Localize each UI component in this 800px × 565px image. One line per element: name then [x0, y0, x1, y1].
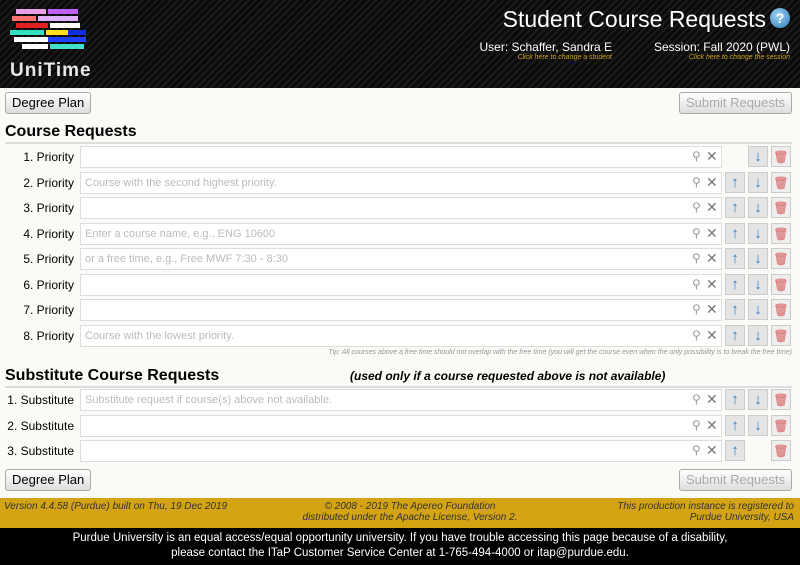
- delete-icon[interactable]: 🗑: [771, 440, 791, 461]
- delete-icon[interactable]: 🗑: [771, 172, 791, 193]
- move-down-button[interactable]: ↓: [748, 146, 768, 167]
- session-name: Session: Fall 2020 (PWL): [653, 40, 790, 54]
- move-up-button[interactable]: ↑: [725, 197, 745, 218]
- request-row: [0, 299, 800, 321]
- move-up-button[interactable]: ↑: [725, 248, 745, 269]
- request-row: [0, 274, 800, 296]
- request-row: [0, 325, 800, 347]
- delete-icon[interactable]: 🗑: [771, 223, 791, 244]
- move-down-button[interactable]: ↓: [748, 223, 768, 244]
- row-label: 2. Substitute: [7, 418, 74, 433]
- header: [0, 0, 800, 88]
- move-down-button[interactable]: ↓: [748, 415, 768, 436]
- submit-requests-button[interactable]: Submit Requests: [679, 92, 792, 114]
- user-name: User: Schaffer, Sandra E: [479, 40, 612, 54]
- delete-icon[interactable]: 🗑: [771, 197, 791, 218]
- clear-icon[interactable]: ✕: [706, 250, 718, 266]
- delete-icon[interactable]: 🗑: [771, 248, 791, 269]
- move-down-button[interactable]: ↓: [748, 248, 768, 269]
- license: distributed under the Apache License, Version 2.: [302, 512, 518, 523]
- course-requests-heading: Course Requests: [5, 123, 137, 140]
- course-input[interactable]: [80, 440, 722, 462]
- divider: [5, 386, 792, 388]
- search-icon[interactable]: ⚲: [692, 392, 701, 406]
- session-selector[interactable]: [654, 40, 790, 61]
- request-row: [0, 172, 800, 194]
- submit-requests-button-bottom[interactable]: Submit Requests: [679, 469, 792, 491]
- course-input[interactable]: [80, 197, 722, 219]
- tip-text: Tip: All courses above a free time should not overlap with the free time (you will get the course even when the only possibility is to break the free time): [328, 349, 792, 356]
- course-input[interactable]: [80, 299, 722, 321]
- course-input[interactable]: [80, 146, 722, 168]
- accessibility-footer: [0, 528, 800, 565]
- request-row: [0, 440, 800, 462]
- move-up-button[interactable]: ↑: [725, 274, 745, 295]
- delete-icon[interactable]: 🗑: [771, 389, 791, 410]
- request-row: [0, 415, 800, 437]
- request-row: [0, 389, 800, 411]
- move-up-button[interactable]: ↑: [725, 223, 745, 244]
- logo-text: UniTime: [10, 60, 92, 81]
- move-down-button[interactable]: ↓: [748, 172, 768, 193]
- degree-plan-button[interactable]: Degree Plan: [5, 92, 91, 114]
- version-footer: [0, 498, 800, 528]
- course-input[interactable]: [80, 325, 722, 347]
- version-text: Version 4.4.58 (Purdue) built on Thu, 19 Dec 2019: [4, 501, 228, 512]
- row-label: 3. Substitute: [7, 444, 74, 458]
- clear-icon[interactable]: ✕: [706, 224, 718, 241]
- course-input[interactable]: [80, 274, 722, 296]
- clear-icon[interactable]: ✕: [706, 301, 718, 317]
- request-row: [0, 197, 800, 219]
- registered: This production instance is registered to: [617, 501, 794, 512]
- clear-icon[interactable]: ✕: [706, 275, 718, 292]
- search-icon[interactable]: ⚲: [692, 251, 701, 265]
- request-row: [0, 223, 800, 245]
- notice-line-2: please contact the ITaP Customer Service Center at 1-765-494-4000 or itap@purdue.edu.: [171, 547, 629, 559]
- search-icon[interactable]: ⚲: [692, 276, 701, 291]
- search-icon[interactable]: ⚲: [692, 327, 701, 342]
- move-down-button[interactable]: ↓: [748, 197, 768, 218]
- course-input[interactable]: [80, 172, 722, 194]
- row-label: 1. Priority: [23, 150, 74, 164]
- copyright: © 2008 - 2019 The Apereo Foundation: [324, 501, 496, 512]
- move-down-button[interactable]: ↓: [748, 274, 768, 295]
- degree-plan-button-bottom[interactable]: Degree Plan: [5, 469, 91, 491]
- request-row: [0, 146, 800, 168]
- search-icon[interactable]: ⚲: [692, 417, 701, 432]
- row-label: 8. Priority: [23, 328, 74, 343]
- search-icon[interactable]: ⚲: [692, 174, 701, 189]
- clear-icon[interactable]: ✕: [706, 442, 718, 458]
- search-icon[interactable]: ⚲: [692, 149, 701, 163]
- registration-text: [617, 501, 794, 523]
- help-icon[interactable]: ?: [770, 8, 790, 28]
- user-hint[interactable]: Click here to change a student: [517, 54, 612, 61]
- user-selector[interactable]: [479, 40, 612, 61]
- search-icon[interactable]: ⚲: [692, 302, 701, 316]
- clear-icon[interactable]: ✕: [706, 199, 718, 215]
- row-label: 4. Priority: [23, 226, 74, 241]
- unitime-logo[interactable]: [8, 6, 92, 82]
- course-input-placeholder: Substitute request if course(s) above not available.: [85, 394, 333, 406]
- move-up-button[interactable]: ↑: [725, 299, 745, 320]
- row-label: 5. Priority: [23, 252, 74, 266]
- delete-icon[interactable]: 🗑: [771, 325, 791, 346]
- clear-icon[interactable]: ✕: [706, 416, 718, 433]
- course-input[interactable]: [80, 389, 722, 411]
- search-icon[interactable]: ⚲: [692, 225, 701, 240]
- move-up-button[interactable]: ↑: [725, 325, 745, 346]
- move-down-button[interactable]: ↓: [748, 299, 768, 320]
- search-icon[interactable]: ⚲: [692, 443, 701, 457]
- clear-icon[interactable]: ✕: [706, 326, 718, 343]
- row-label: 6. Priority: [23, 277, 74, 292]
- move-down-button[interactable]: ↓: [748, 325, 768, 346]
- course-input-placeholder: Course with the lowest priority.: [85, 329, 234, 342]
- move-up-button[interactable]: ↑: [725, 415, 745, 436]
- notice-line-1: Purdue University is an equal access/equal opportunity university. If you have trouble accessing this page because of a disability,: [72, 532, 728, 544]
- registered-to: Purdue University, USA: [689, 512, 794, 523]
- substitute-requests-heading: Substitute Course Requests: [5, 367, 220, 384]
- copyright-text: [280, 501, 540, 523]
- delete-icon[interactable]: 🗑: [771, 299, 791, 320]
- request-row: [0, 248, 800, 270]
- session-hint[interactable]: Click here to change the session: [688, 54, 790, 61]
- row-label: 1. Substitute: [7, 393, 74, 407]
- course-input-placeholder: Course with the second highest priority.: [85, 176, 277, 189]
- divider: [5, 142, 792, 144]
- course-input-placeholder: Enter a course name, e.g., ENG 10600: [85, 227, 276, 240]
- row-label: 3. Priority: [23, 201, 74, 215]
- delete-icon[interactable]: 🗑: [771, 415, 791, 436]
- delete-icon[interactable]: 🗑: [771, 146, 791, 167]
- clear-icon[interactable]: ✕: [706, 391, 718, 407]
- clear-icon[interactable]: ✕: [706, 173, 718, 190]
- row-label: 2. Priority: [23, 175, 74, 190]
- course-input[interactable]: [80, 248, 722, 270]
- row-label: 7. Priority: [23, 303, 74, 317]
- course-input[interactable]: [80, 415, 722, 437]
- course-input-placeholder: or a free time, e.g., Free MWF 7:30 - 8:30: [85, 253, 288, 265]
- move-up-button[interactable]: ↑: [725, 440, 745, 461]
- clear-icon[interactable]: ✕: [706, 148, 718, 164]
- move-up-button[interactable]: ↑: [725, 172, 745, 193]
- search-icon[interactable]: ⚲: [692, 200, 701, 214]
- delete-icon[interactable]: 🗑: [771, 274, 791, 295]
- course-input[interactable]: [80, 223, 722, 245]
- substitute-note: (used only if a course requested above is not available): [350, 369, 666, 383]
- move-down-button[interactable]: ↓: [748, 389, 768, 410]
- move-up-button[interactable]: ↑: [725, 389, 745, 410]
- page-title: Student Course Requests: [502, 6, 766, 32]
